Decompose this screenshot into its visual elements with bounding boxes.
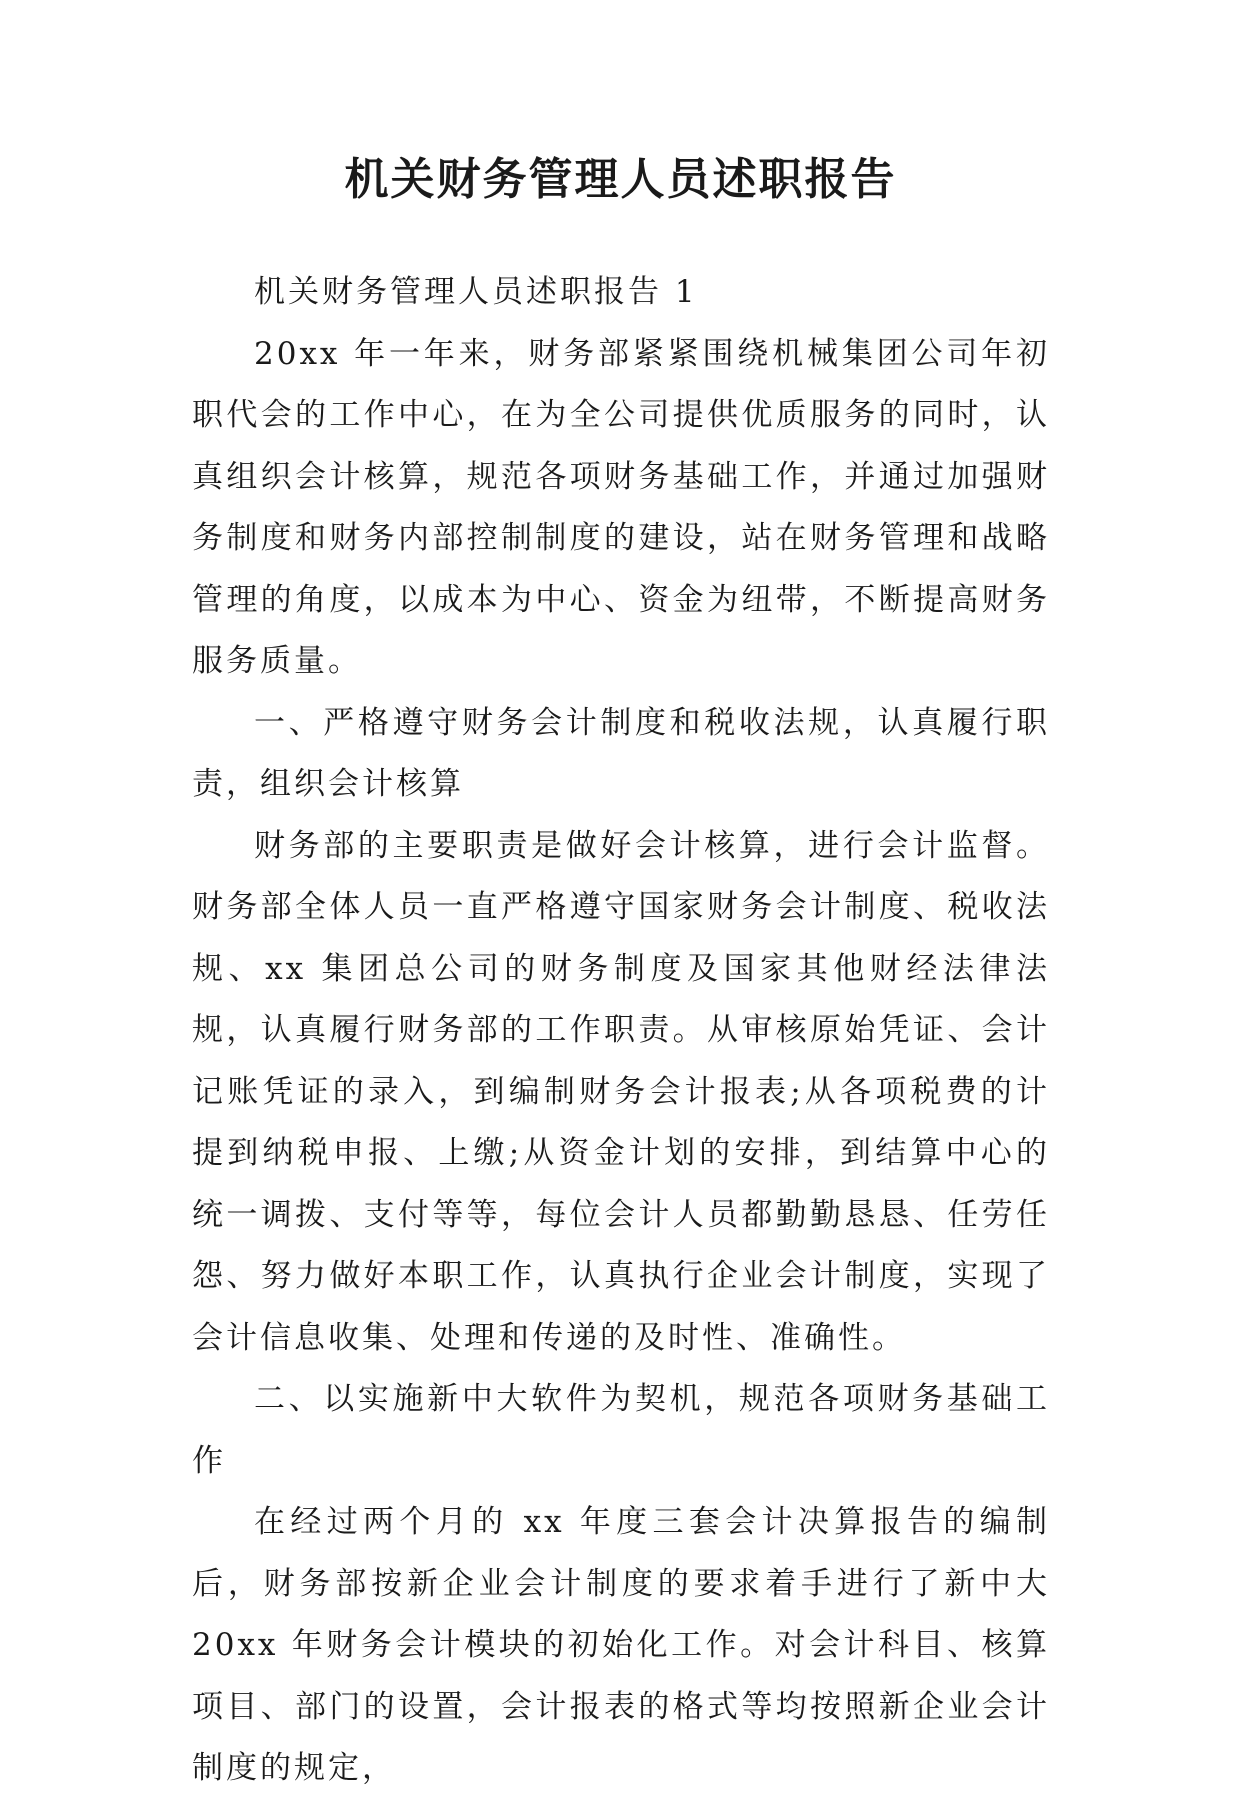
intro-paragraph: 20xx 年一年来，财务部紧紧围绕机械集团公司年初职代会的工作中心，在为全公司提供优质服务的同时，认真组织会计核算，规范各项财务基础工作，并通过加强财务制度和财务内部控制制度的建设，站在财务管理和战略管理的角度，以成本为中心、资金为纽带，不断提高财务服务质量。 <box>192 335 1050 679</box>
report-heading-paragraph: 机关财务管理人员述职报告 1 <box>254 274 698 310</box>
document-title: 机关财务管理人员述职报告 <box>344 154 897 205</box>
document-body <box>192 262 1050 1800</box>
section-two-heading: 二、以实施新中大软件为契机，规范各项财务基础工作 <box>192 1381 1050 1479</box>
section-one-heading: 一、严格遵守财务会计制度和税收法规，认真履行职责，组织会计核算 <box>192 704 1050 802</box>
section-two-paragraph: 在经过两个月的 xx 年度三套会计决算报告的编制后，财务部按新企业会计制度的要求着手进行了新中大 20xx 年财务会计模块的初始化工作。对会计科目、核算项目、部门的设置，会计报表的格式等均按照新企业会计制度的规定， <box>192 1504 1050 1786</box>
section-one-paragraph: 财务部的主要职责是做好会计核算，进行会计监督。财务部全体人员一直严格遵守国家财务会计制度、税收法规、xx 集团总公司的财务制度及国家其他财经法律法规，认真履行财务部的工作职责。从审核原始凭证、会计记账凭证的录入，到编制财务会计报表;从各项税费的计提到纳税申报、上缴;从资金计划的安排，到结算中心的统一调拨、支付等等，每位会计人员都勤勤恳恳、任劳任怨、努力做好本职工作，认真执行企业会计制度，实现了会计信息收集、处理和传递的及时性、准确性。 <box>192 827 1050 1356</box>
